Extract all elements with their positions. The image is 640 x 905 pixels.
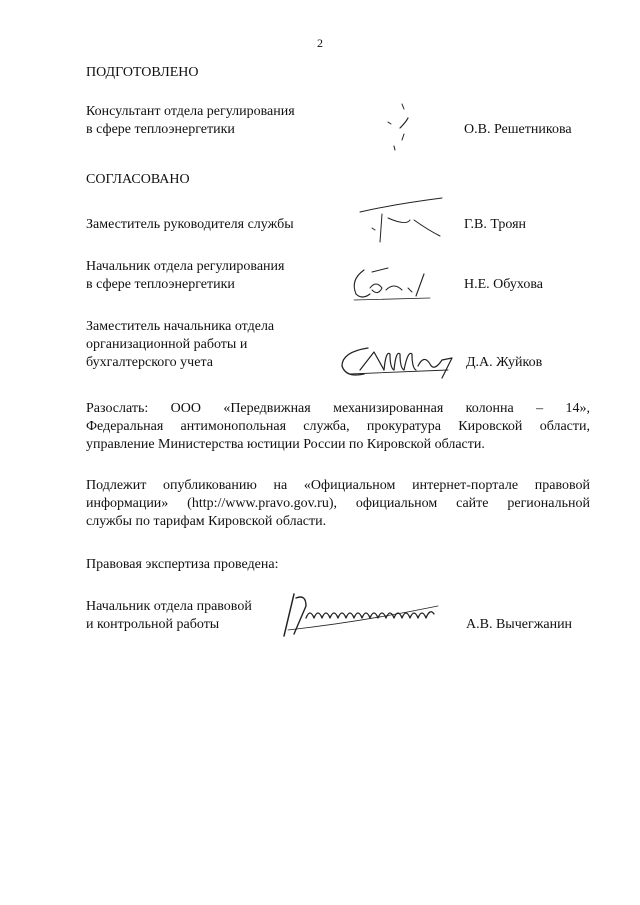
prepared-heading: ПОДГОТОВЛЕНО	[86, 65, 199, 80]
agreed-signer-2-position-line-2: в сфере теплоэнергетики	[86, 277, 235, 292]
legal-review-signer-name: А.В. Вычегжанин	[466, 617, 573, 632]
agreed-signer-3-position-line-2: организационной работы и	[86, 337, 248, 352]
publication-line-1: Подлежит опубликованию на «Официальном интернет-портале правовой	[86, 478, 590, 493]
signature-troyan	[350, 190, 450, 250]
page-number: 2	[317, 36, 323, 50]
agreed-signer-3-position-line-3: бухгалтерского учета	[86, 355, 213, 370]
agreed-signer-3-name: Д.А. Жуйков	[466, 355, 543, 370]
signature-zhuykov	[338, 340, 463, 382]
agreed-signer-1-position: Заместитель руководителя службы	[86, 217, 294, 232]
prepared-signer-name: О.В. Решетникова	[464, 122, 572, 137]
publication-line-2: информации» (http://www.pravo.gov.ru), официальном сайте региональной	[86, 496, 590, 511]
agreed-signer-2-position-line-1: Начальник отдела регулирования	[86, 259, 285, 274]
agreed-signer-3-position-line-1: Заместитель начальника отдела	[86, 319, 275, 334]
distribution-line-3: управление Министерства юстиции России по Кировской области.	[86, 437, 485, 452]
signature-vychegzhanin	[280, 590, 445, 638]
signature-obukhova	[344, 258, 439, 306]
agreed-heading: СОГЛАСОВАНО	[86, 172, 190, 187]
publication-line-3: службы по тарифам Кировской области.	[86, 514, 327, 529]
prepared-position-line-1: Консультант отдела регулирования	[86, 104, 295, 119]
distribution-paragraph	[86, 400, 590, 454]
distribution-line-1: Разослать: ООО «Передвижная механизированная колонна – 14»,	[86, 401, 590, 416]
agreed-signer-2-name: Н.Е. Обухова	[464, 277, 543, 292]
signature-reshetnikova	[380, 100, 420, 155]
distribution-line-2: Федеральная антимонопольная служба, прокуратура Кировской области,	[86, 419, 590, 434]
legal-review-position-line-2: и контрольной работы	[86, 617, 220, 632]
agreed-signer-1-name: Г.В. Троян	[464, 217, 527, 232]
legal-review-position-line-1: Начальник отдела правовой	[86, 599, 252, 614]
legal-review-statement: Правовая экспертиза проведена:	[86, 557, 279, 572]
prepared-position-line-2: в сфере теплоэнергетики	[86, 122, 235, 137]
publication-paragraph	[86, 477, 590, 531]
